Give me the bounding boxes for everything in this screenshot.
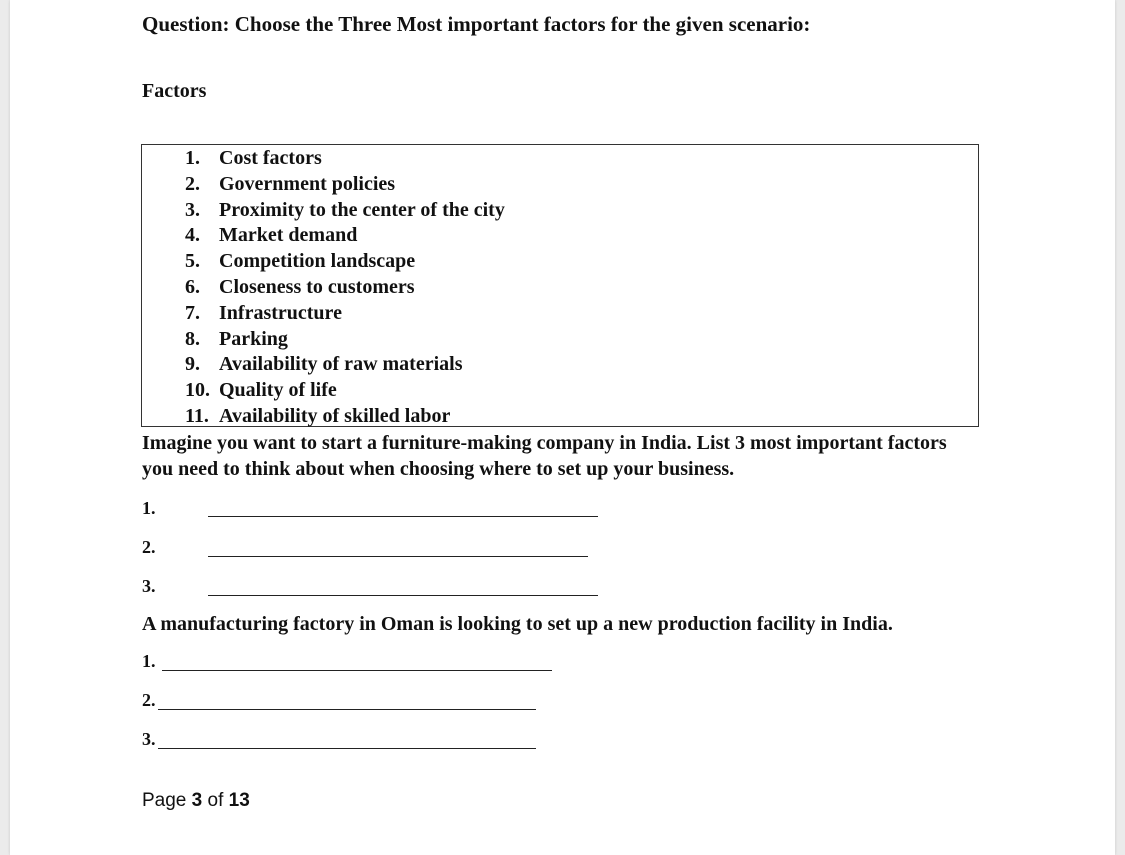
factor-item bbox=[185, 275, 505, 301]
factor-label: Availability of raw materials bbox=[219, 353, 463, 376]
page-footer bbox=[142, 790, 250, 812]
factor-label: Competition landscape bbox=[219, 250, 416, 273]
answer-number: 1. bbox=[142, 498, 156, 518]
factor-label: Availability of skilled labor bbox=[219, 404, 451, 427]
factor-label: Infrastructure bbox=[219, 301, 342, 324]
factor-number: 10. bbox=[185, 379, 210, 402]
answer-number: 2. bbox=[142, 537, 156, 557]
factor-label: Cost factors bbox=[219, 147, 322, 169]
current-page-number: 3 bbox=[191, 790, 203, 811]
answer-blank[interactable] bbox=[208, 595, 598, 596]
factor-number: 7. bbox=[185, 301, 200, 324]
answer-blank[interactable] bbox=[208, 516, 598, 517]
factor-label: Government policies bbox=[219, 172, 396, 195]
factors-box bbox=[141, 144, 979, 427]
answer-blank[interactable] bbox=[208, 556, 588, 557]
factor-label: Closeness to customers bbox=[219, 275, 415, 298]
factors-heading: Factors bbox=[142, 80, 207, 102]
factor-label: Proximity to the center of the city bbox=[219, 198, 505, 221]
factor-number: 5. bbox=[185, 250, 200, 273]
factors-list bbox=[185, 146, 505, 430]
answer-blank[interactable] bbox=[158, 709, 536, 710]
document-page bbox=[10, 0, 1115, 855]
answer-blank[interactable] bbox=[158, 748, 536, 749]
factor-label: Market demand bbox=[219, 224, 358, 247]
scenario-1-text: Imagine you want to start a furniture-making company in India. List 3 most important factors you need to think about when choosing where to set up your business. bbox=[142, 432, 947, 480]
factor-item bbox=[185, 172, 505, 198]
factor-item bbox=[185, 327, 505, 353]
scenario-2-text: A manufacturing factory in Oman is looking to set up a new production facility in India. bbox=[142, 613, 893, 635]
answer-number: 2. bbox=[142, 690, 156, 710]
factor-item bbox=[185, 146, 505, 172]
answer-blank[interactable] bbox=[162, 670, 552, 671]
factor-item bbox=[185, 249, 505, 275]
factor-number: 9. bbox=[185, 353, 200, 376]
factor-number: 4. bbox=[185, 224, 200, 247]
factor-label: Quality of life bbox=[219, 379, 337, 402]
answer-number: 3. bbox=[142, 576, 156, 596]
answer-number: 3. bbox=[142, 729, 156, 749]
factor-number: 2. bbox=[185, 172, 200, 195]
question-heading: Question: Choose the Three Most important factors for the given scenario: bbox=[142, 12, 811, 36]
page-word: Page bbox=[142, 790, 187, 811]
factor-item bbox=[185, 378, 505, 404]
total-pages-number: 13 bbox=[228, 790, 250, 811]
factor-number: 11. bbox=[185, 404, 209, 427]
factor-number: 1. bbox=[185, 147, 200, 169]
factor-item bbox=[185, 301, 505, 327]
factor-item bbox=[185, 352, 505, 378]
factor-number: 8. bbox=[185, 327, 200, 350]
answer-number: 1. bbox=[142, 651, 156, 671]
factor-number: 6. bbox=[185, 275, 200, 298]
factor-number: 3. bbox=[185, 198, 200, 221]
of-word: of bbox=[207, 790, 224, 811]
factor-label: Parking bbox=[219, 327, 288, 350]
factor-item bbox=[185, 404, 505, 430]
factor-item bbox=[185, 223, 505, 249]
factor-item bbox=[185, 198, 505, 224]
